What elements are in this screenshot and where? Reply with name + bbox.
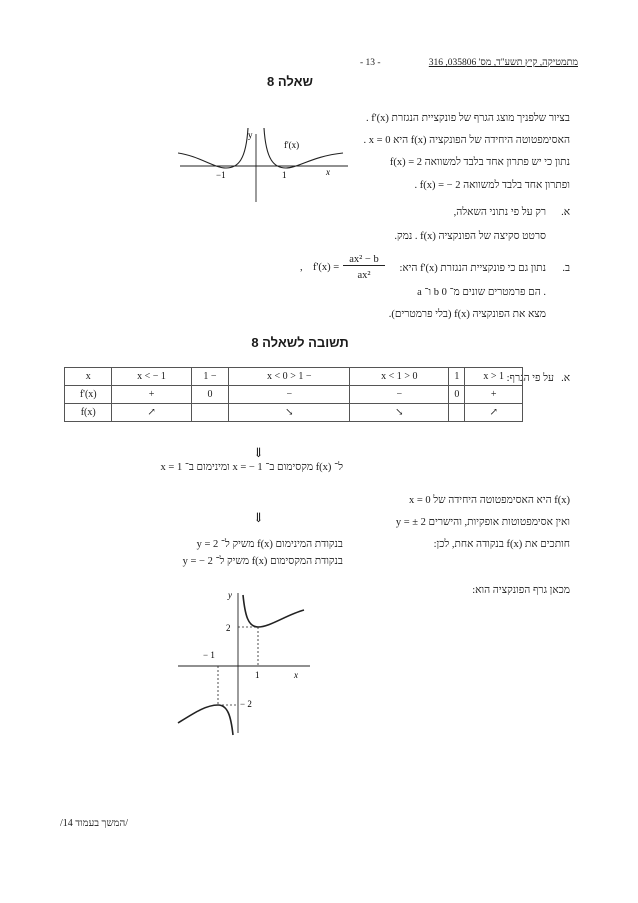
sign-table-header-row [65, 368, 523, 386]
function-graph [170, 585, 320, 745]
section-b-line-3: מצא את הפונקציה f(x) (בלי פרמטרים). [388, 309, 546, 320]
table-cell: 0 [191, 386, 229, 404]
function-curve-right [243, 595, 304, 627]
table-cell: x < − 1 [112, 368, 191, 386]
table-cell: f(x) [65, 404, 112, 422]
question-title: שאלה 8 [267, 74, 313, 89]
section-b-line-1: נתון גם כי פונקציית הנגזרת f'(x) היא: [399, 263, 546, 274]
table-cell: + [112, 386, 191, 404]
function-curve-left [178, 705, 233, 735]
header-course-info: מתמטיקה, קיץ תשע"ד, מס' 035806, 316 [428, 58, 578, 68]
derivative-pos1-label: 1 [282, 170, 287, 180]
answer-horizontal-line: ואין אסימפטוטות אופקיות, והישרים y = ± 2 [395, 517, 570, 528]
conclusion-max-tangent: y = − 2 משיק ל־ f(x) בנקודת המקסימום [182, 556, 343, 567]
footer-continue: /המשך בעמוד 14/ [60, 818, 129, 829]
table-cell: ↗ [465, 404, 523, 422]
implies-arrow-2: ⇓ [253, 510, 264, 525]
graph-intro: מכאן גרף הפונקציה הוא: [472, 585, 570, 596]
table-cell: 1 [449, 368, 465, 386]
question-line-4: ופתרון אחד בלבד למשוואה f(x) = − 2 . [414, 180, 570, 191]
table-cell: − [350, 386, 449, 404]
table-cell: ↗ [112, 404, 191, 422]
table-cell: f'(x) [65, 386, 112, 404]
table-cell: − [229, 386, 350, 404]
section-b-letter: ב. [562, 263, 570, 274]
section-a-letter: א. [561, 207, 570, 218]
function-y-label: y [228, 590, 232, 600]
page-number: - 13 - [360, 58, 381, 68]
formula-lhs: f'(x) = [313, 262, 340, 273]
formula-denominator: ax² [357, 270, 371, 281]
table-cell: ↘ [350, 404, 449, 422]
table-cell [191, 404, 229, 422]
function-one-label: 1 [255, 670, 260, 680]
derivative-curve-left [178, 128, 248, 168]
sign-table-fprime-row [65, 386, 523, 404]
sign-table-f-row [65, 404, 523, 422]
derivative-curve-label: f'(x) [284, 140, 300, 150]
formula-comma: , [300, 262, 303, 273]
question-line-3: נתון כי יש פתרון אחד בלבד למשוואה f(x) = 2 [389, 157, 570, 168]
derivative-neg1-label: −1 [216, 170, 226, 180]
answer-a-letter: א. [561, 373, 570, 384]
formula-numerator: ax² − b [343, 254, 385, 266]
answer-intersect-line: חותכים את f(x) בנקודה אחת, לכן: [433, 539, 570, 550]
section-b-line-2: a ו־ b הם פרמטרים שונים מ־ 0 . [417, 287, 546, 298]
answer-a-intro: על פי הגרף: [506, 373, 554, 384]
answer-asymptote-line: x = 0 היא האסימפטוטה היחידה של f(x) [408, 495, 570, 506]
derivative-graph [178, 120, 354, 210]
sign-table [64, 367, 523, 422]
conclusion-extrema: ל־ f(x) מקסימום ב־ x = − 1 ומינימום ב־ x = 1 [160, 462, 343, 473]
table-cell: + [465, 386, 523, 404]
derivative-curve-right [264, 128, 343, 168]
implies-arrow-1: ⇓ [253, 445, 264, 460]
question-line-1: בציור שלפניך מוצג הגרף של פונקציית הנגזרת f'(x) . [366, 113, 570, 124]
derivative-x-label: x [326, 167, 330, 177]
conclusion-min-tangent: y = 2 משיק ל־ f(x) בנקודת המינימום [196, 539, 343, 550]
table-cell: − 1 < x < 0 [229, 368, 350, 386]
section-a-line-2: סרטט סקיצה של הפונקציה f(x) . נמק. [394, 231, 546, 242]
table-cell: 0 < x < 1 [350, 368, 449, 386]
table-cell: − 1 [191, 368, 229, 386]
derivative-y-label: y [248, 130, 253, 140]
table-cell: 0 [449, 386, 465, 404]
table-cell [449, 404, 465, 422]
function-x-label: x [294, 670, 298, 680]
question-line-2: האסימפטוטה היחידה של הפונקציה f(x) היא x = 0 . [363, 135, 570, 146]
table-cell: x [65, 368, 112, 386]
function-neg-one-label: − 1 [203, 650, 215, 660]
table-cell: x > 1 [465, 368, 523, 386]
section-a-line-1: רק על פי נתוני השאלה, [453, 207, 546, 218]
function-neg-two-label: − 2 [240, 699, 252, 709]
function-two-label: 2 [226, 623, 231, 633]
table-cell: ↘ [229, 404, 350, 422]
answer-title: תשובה לשאלה 8 [251, 335, 349, 350]
